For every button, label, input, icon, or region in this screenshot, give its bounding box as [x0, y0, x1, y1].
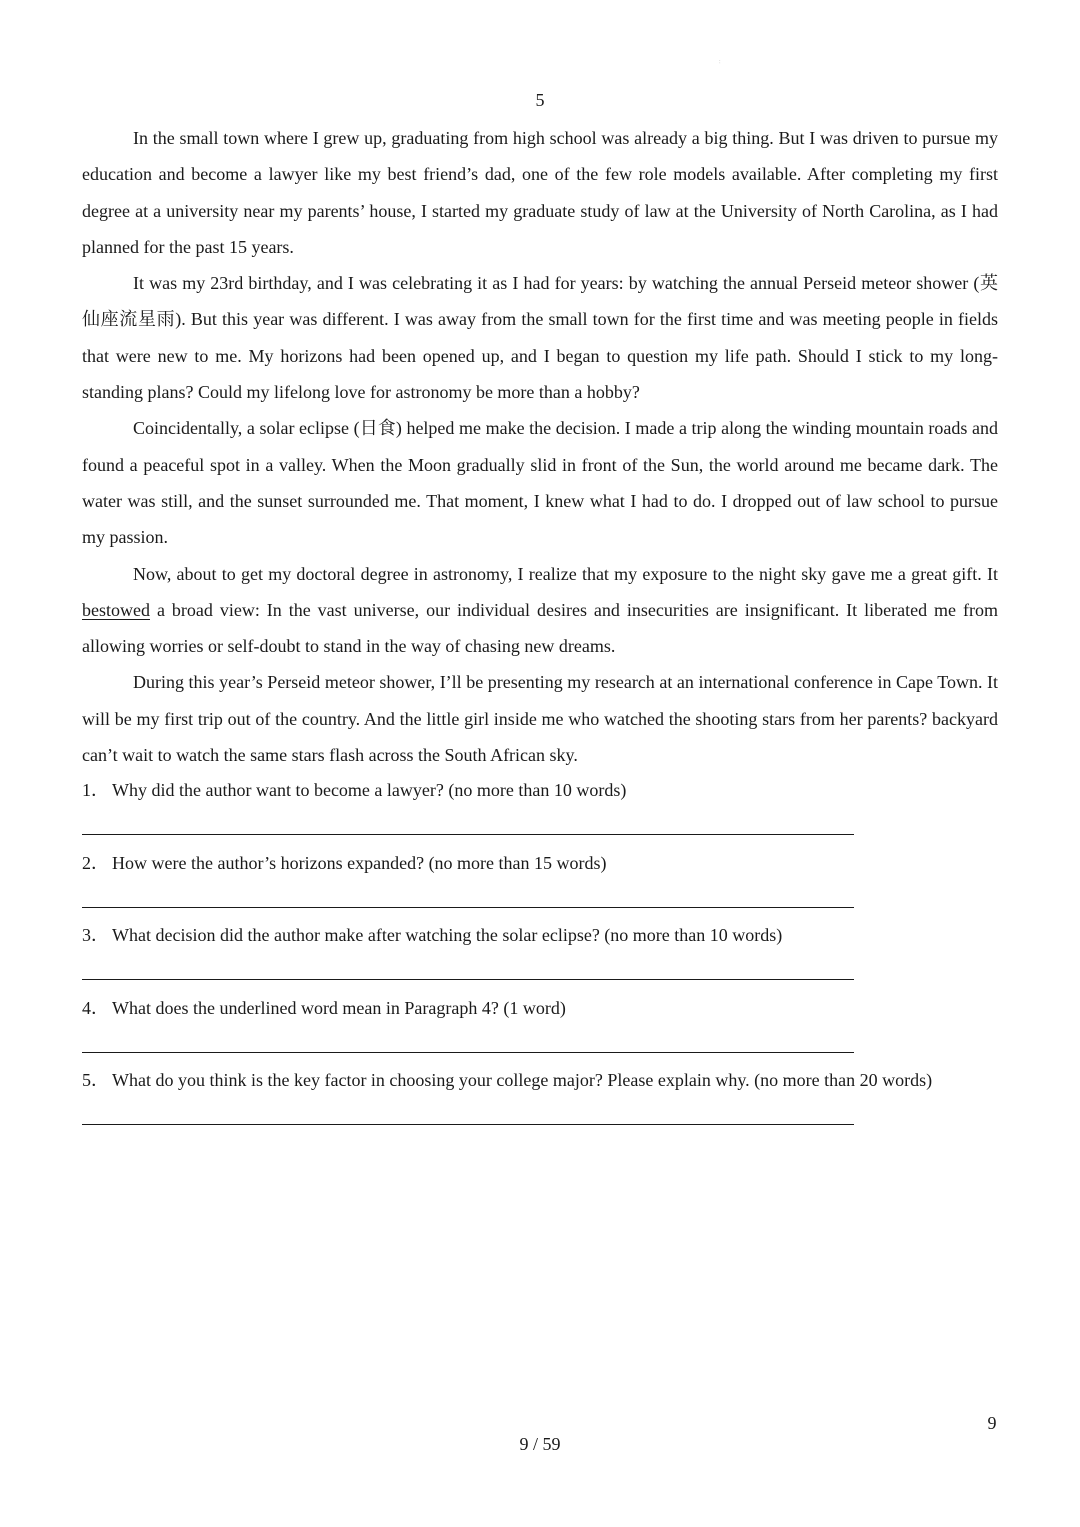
question-text: Why did the author want to become a lawyer? (no more than 10 words): [112, 780, 627, 800]
underlined-word: bestowed: [82, 599, 150, 620]
question-number: 1．: [82, 780, 109, 800]
question-number: 3．: [82, 925, 109, 945]
answer-line-2[interactable]: [82, 907, 854, 908]
question-text: How were the author’s horizons expanded? (no more than 15 words): [112, 852, 607, 873]
paragraph-4-end: a broad view: In the vast universe, our individual desires and insecurities are insignificant. It liberated me from allowing worries or self-doubt to stand in the way of chasing new dreams.: [82, 599, 998, 657]
answer-line-5[interactable]: [82, 1124, 854, 1125]
paragraph-4: [82, 556, 998, 665]
paragraph-2: It was my 23rd birthday, and I was celebrating it as I had for years: by watching the annual Perseid meteor shower (英仙座流星雨). But this year was different. I was away from the small town for the first time and was meeting people in fields that were new to me. My horizons had been opened up, and I began to question my life path. Should I stick to my long-standing plans? Could my lifelong love for astronomy be more than a hobby?: [82, 273, 998, 403]
answer-line-1[interactable]: [82, 834, 854, 835]
question-text: What do you think is the key factor in choosing your college major? Please explain why. (no more than 20 words): [112, 1070, 933, 1090]
paragraph-5: During this year’s Perseid meteor shower, I’ll be presenting my research at an international conference in Cape Town. It will be my first trip out of the country. And the little girl inside me who watched the shooting stars from her parents? backyard can’t wait to watch the same stars flash across the South African sky.: [82, 672, 998, 766]
section-number: 5: [535, 90, 545, 110]
question-list: [82, 772, 998, 1135]
question-number: 4．: [82, 997, 109, 1018]
answer-line-3[interactable]: [82, 979, 854, 980]
paragraph-4-start: Now, about to get my doctoral degree in astronomy, I realize that my exposure to the night sky gave me a great gift. It: [133, 563, 998, 584]
question-4: [82, 990, 998, 1063]
question-text: What does the underlined word mean in Paragraph 4? (1 word): [112, 997, 566, 1018]
question-3: [82, 917, 998, 990]
corner-page-number: 9: [987, 1413, 997, 1433]
question-number: 2．: [82, 852, 109, 873]
question-text: What decision did the author make after watching the solar eclipse? (no more than 10 words): [112, 925, 783, 945]
paragraph-1: In the small town where I grew up, graduating from high school was already a big thing. But I was driven to pursue my education and become a lawyer like my best friend’s dad, one of the few role models available. After completing my first degree at a university near my parents’ house, I started my graduate study of law at the University of North Carolina, as I had planned for the past 15 years.: [82, 128, 998, 257]
reading-passage: [82, 120, 998, 773]
stray-mark: ː: [719, 59, 721, 65]
question-number: 5．: [82, 1070, 109, 1090]
question-2: [82, 845, 998, 918]
paragraph-3: Coincidentally, a solar eclipse (日食) helped me make the decision. I made a trip along the winding mountain roads and found a peaceful spot in a valley. When the Moon gradually slid in front of the Sun, the world around me became dark. The water was still, and the sunset surrounded me. That moment, I knew what I had to do. I dropped out of law school to pursue my passion.: [82, 418, 998, 548]
question-1: [82, 772, 998, 845]
page-footer: 9 / 59: [519, 1434, 561, 1454]
answer-line-4[interactable]: [82, 1052, 854, 1053]
question-5: [82, 1062, 998, 1135]
